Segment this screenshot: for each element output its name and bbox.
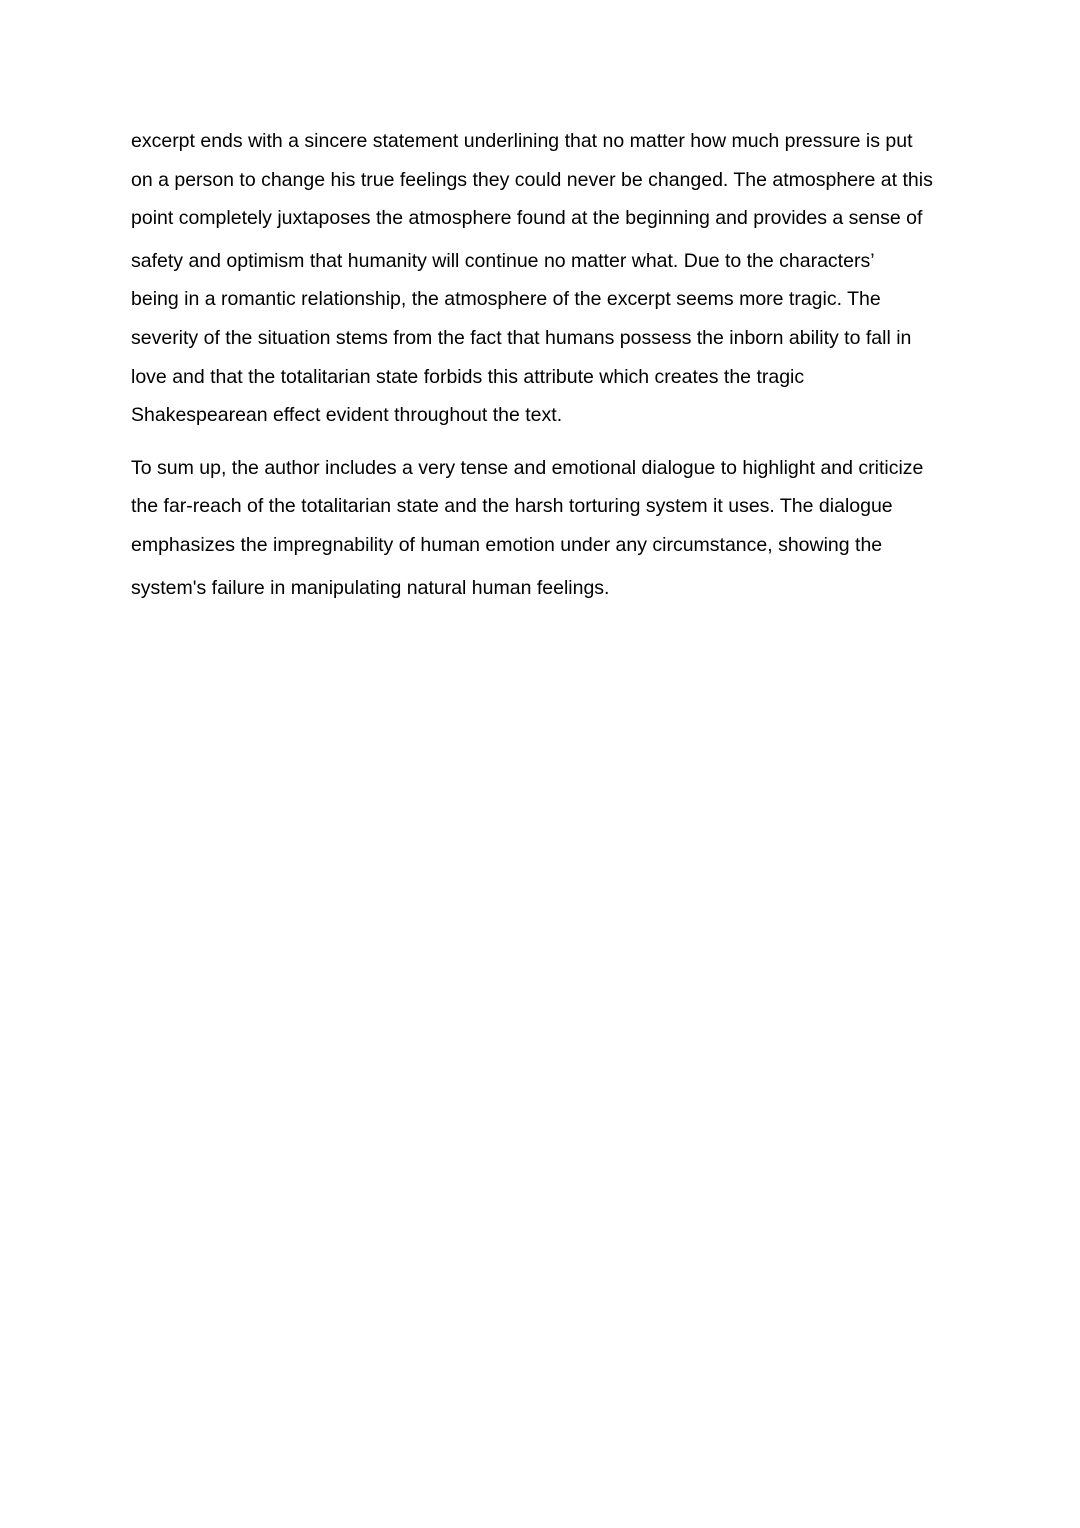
text-line: system's failure in manipulating natural human feelings.: [131, 576, 610, 599]
text-line: the far-reach of the totalitarian state and the harsh torturing system it uses. The dialogue: [131, 495, 893, 518]
text-line: To sum up, the author includes a very tense and emotional dialogue to highlight and criticize: [131, 456, 924, 479]
text-line: excerpt ends with a sincere statement underlining that no matter how much pressure is put: [131, 130, 913, 152]
document-body: [131, 122, 961, 607]
paragraph-spacer: [131, 435, 961, 449]
text-line: love and that the totalitarian state forbids this attribute which creates the tragic: [131, 365, 805, 388]
text-line: safety and optimism that humanity will continue no matter what. Due to the characters’: [131, 249, 875, 272]
text-line: Shakespearean effect evident throughout the text.: [131, 404, 563, 427]
text-line: being in a romantic relationship, the atmosphere of the excerpt seems more tragic. The: [131, 288, 881, 311]
paragraph-1: [131, 122, 961, 435]
text-line: severity of the situation stems from the fact that humans possess the inborn ability to fall in: [131, 326, 912, 349]
text-line: point completely juxtaposes the atmosphere found at the beginning and provides a sense of: [131, 207, 923, 230]
text-line: emphasizes the impregnability of human emotion under any circumstance, showing the: [131, 533, 883, 556]
paragraph-2: [131, 449, 961, 607]
text-line: on a person to change his true feelings they could never be changed. The atmosphere at this: [131, 168, 933, 191]
